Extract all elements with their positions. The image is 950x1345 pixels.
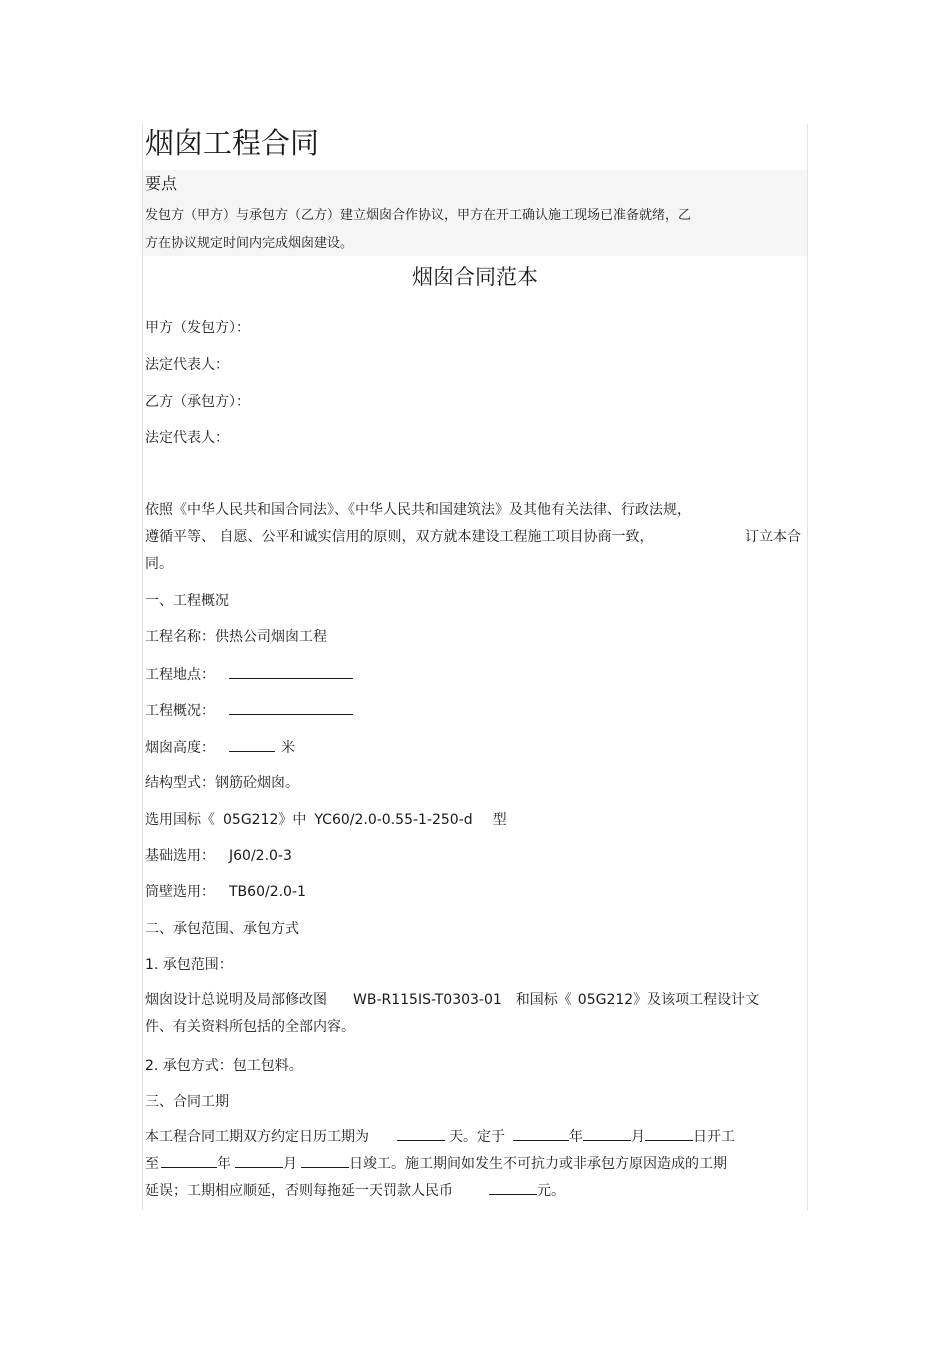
scope-standard-code: 05G212 (577, 992, 634, 1008)
document-page (142, 124, 808, 1210)
foundation-value: J60/2.0-3 (229, 848, 292, 864)
period-text: 元。 (537, 1183, 565, 1199)
summary-line: 发包方（甲方）与承包方（乙方）建立烟囱合作协议，甲方在开工确认施工现场已准备就绪，乙 (145, 208, 692, 223)
structure-value: 钢筋砼烟囱。 (215, 775, 299, 791)
party-a-label: 甲方（发包方）： (145, 320, 250, 336)
end-year-blank (161, 1153, 217, 1168)
chimney-height-unit: 米 (281, 740, 295, 756)
period-text: 至 (145, 1156, 159, 1172)
period-text: 日开工 (693, 1129, 735, 1145)
standard-model: YC60/2.0-0.55-1-250-d (314, 812, 473, 828)
project-overview-row (145, 700, 353, 721)
scope-drawing-code: WB-R115IS-T0303-01 (353, 992, 502, 1008)
chimney-height-blank (229, 737, 275, 752)
wall-row (145, 882, 306, 902)
contract-title: 烟囱合同范本 (412, 265, 538, 289)
chimney-height-row (145, 737, 295, 758)
scope-text: 烟囱设计总说明及局部修改图 (145, 992, 327, 1008)
period-text: 天。定于 (449, 1129, 505, 1145)
standard-suffix: 型 (492, 812, 507, 828)
start-day-blank (645, 1126, 693, 1141)
project-location-blank (229, 664, 353, 679)
standard-mid: 》中 (278, 812, 307, 828)
period-text: 年 (217, 1156, 231, 1172)
scope-heading: 1. 承包范围： (145, 957, 233, 973)
summary-box (143, 170, 807, 256)
period-text: 年 (569, 1129, 583, 1145)
period-line (145, 1124, 805, 1151)
end-month-blank (235, 1153, 283, 1168)
days-blank (397, 1126, 445, 1141)
party-b-rep-label: 法定代表人： (145, 430, 229, 446)
project-location-row (145, 664, 353, 685)
structure-label: 结构型式： (145, 775, 215, 791)
section-2-heading: 二、承包范围、承包方式 (145, 921, 299, 937)
party-a-rep-label: 法定代表人： (145, 357, 229, 373)
period-text: 月 (631, 1129, 645, 1145)
intro-line: 依照《中华人民共和国合同法》、《中华人民共和国建筑法》及其他有关法律、行政法规， (145, 502, 691, 518)
structure-row (145, 773, 299, 793)
summary-text (145, 202, 745, 258)
end-day-blank (301, 1153, 349, 1168)
project-name-value: 供热公司烟囱工程 (215, 629, 327, 645)
project-name-row (145, 627, 327, 647)
section-3-heading: 三、合同工期 (145, 1094, 229, 1110)
period-text: 日竣工。施工期间如发生不可抗力或非承包方原因造成的工期 (349, 1156, 727, 1172)
period-text: 延误；工期相应顺延，否则每拖延一天罚款人民币 (145, 1183, 453, 1199)
period-text: 本工程合同工期双方约定日历工期为 (145, 1129, 369, 1145)
wall-label: 筒壁选用： (145, 884, 215, 900)
summary-line: 方在协议规定时间内完成烟囱建设。 (145, 236, 354, 251)
project-location-label: 工程地点： (145, 667, 215, 683)
page-title: 烟囱工程合同 (145, 126, 320, 160)
foundation-row (145, 846, 292, 866)
standard-code: 05G212 (223, 812, 279, 828)
scope-text: 》及该项工程设计文 (633, 992, 760, 1008)
intro-paragraph (145, 497, 805, 578)
intro-line (145, 524, 805, 551)
project-overview-label: 工程概况： (145, 703, 215, 719)
project-name-label: 工程名称： (145, 629, 215, 645)
foundation-label: 基础选用： (145, 848, 215, 864)
section-1-heading: 一、工程概况 (145, 593, 229, 609)
summary-heading: 要点 (145, 174, 178, 193)
contract-method: 2. 承包方式：包工包料。 (145, 1058, 303, 1074)
project-overview-blank (229, 700, 353, 715)
standard-label: 选用国标《 (145, 812, 215, 828)
scope-text: 和国标《 (515, 992, 572, 1008)
intro-line-end: 订立本合 (745, 529, 801, 545)
scope-paragraph (145, 987, 805, 1041)
start-year-blank (513, 1126, 569, 1141)
standard-row (145, 810, 507, 830)
period-text: 月 (283, 1156, 297, 1172)
party-b-label: 乙方（承包方）： (145, 394, 250, 410)
scope-line: 件、有关资料所包括的全部内容。 (145, 1019, 355, 1035)
penalty-blank (489, 1180, 537, 1195)
intro-line-text: 遵循平等、 自愿、公平和诚实信用的原则，双方就本建设工程施工项目协商一致， (145, 529, 654, 545)
start-month-blank (583, 1126, 631, 1141)
period-line (145, 1151, 805, 1178)
scope-line (145, 987, 805, 1014)
wall-value: TB60/2.0-1 (229, 884, 306, 900)
intro-line: 同。 (145, 556, 173, 572)
period-line (145, 1178, 805, 1205)
chimney-height-label: 烟囱高度： (145, 740, 215, 756)
period-paragraph (145, 1124, 805, 1205)
